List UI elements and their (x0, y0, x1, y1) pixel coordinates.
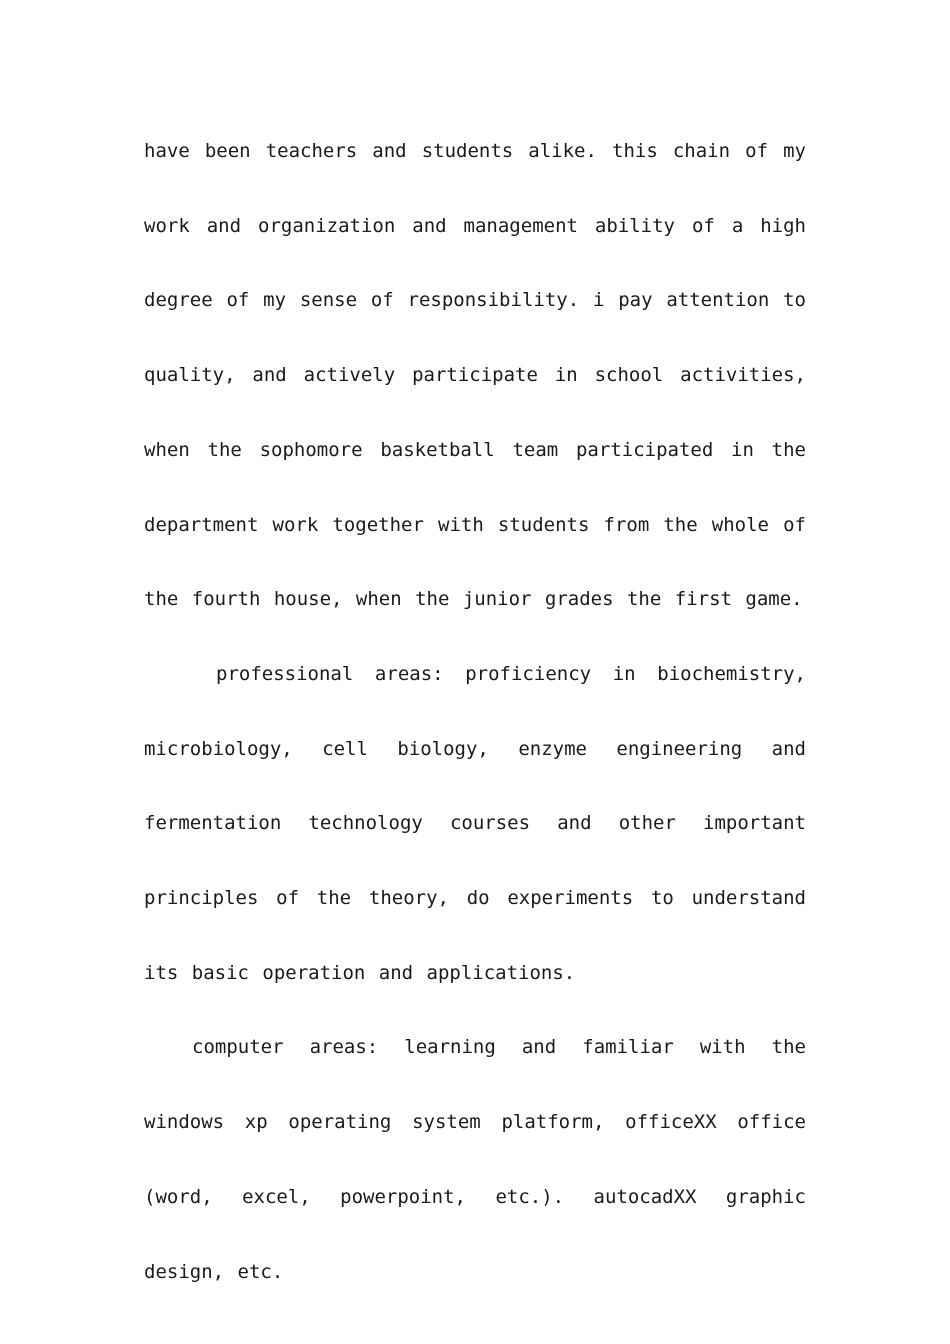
paragraph-activities: have been teachers and students alike. this chain of my work and organization and management ability of a high degree of my sense of responsibility. i pay attention to quality, and actively participate in school activities, when the sophomore basketball team participated in the department work together with students from the whole of the fourth house, when the junior grades the first game. (144, 140, 806, 611)
paragraph-computer-areas: computer areas: learning and familiar with the windows xp operating system platform, officeXX office (word, excel, powerpoint, etc.). autocadXX graphic design, etc. (144, 1036, 806, 1283)
paragraph-professional-areas: professional areas: proficiency in biochemistry, microbiology, cell biology, enzyme engineering and fermentation technology courses and other important principles of the theory, do experiments to understand its basic operation and applications. (144, 662, 806, 984)
document-body (144, 114, 806, 1309)
